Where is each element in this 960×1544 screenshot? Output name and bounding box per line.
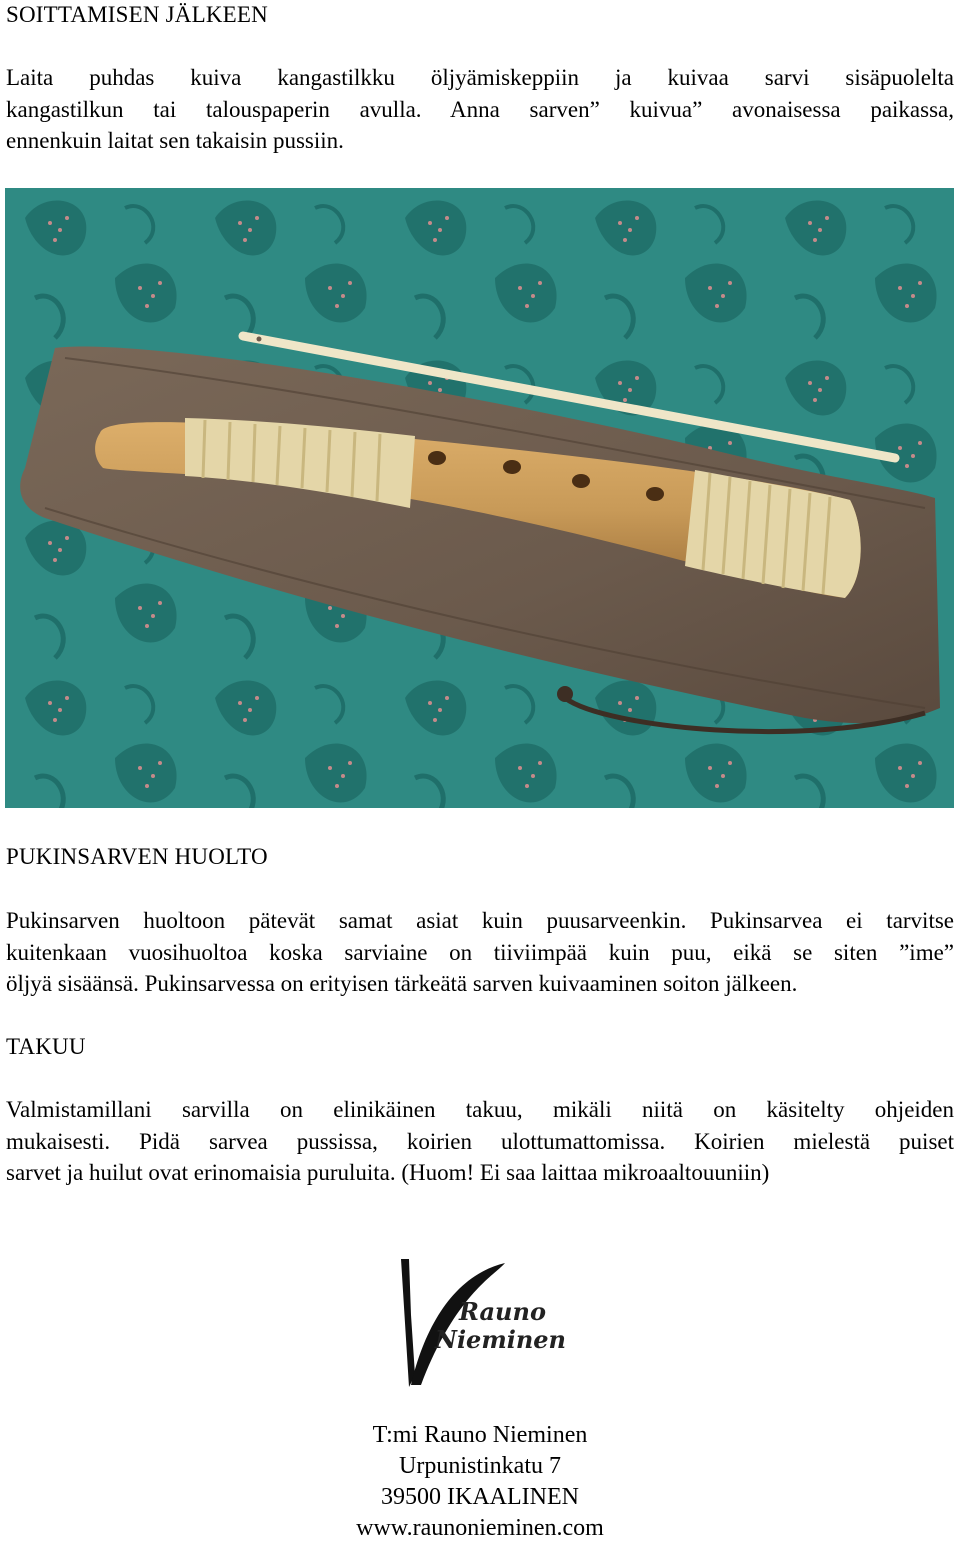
logo-last-name: Nieminen — [435, 1325, 567, 1354]
paragraph-line: öljyä sisäänsä. Pukinsarvessa on erityisen tärkeätä sarven kuivaaminen soiton jälkeen. — [6, 971, 798, 996]
website-link[interactable]: www.raunonieminen.com — [356, 1515, 604, 1541]
company-logo — [395, 1255, 585, 1390]
paragraph-line: mukaisesti. Pidä sarvea pussissa, koirien ulottumattomissa. Koirien mielestä puiset — [6, 1128, 954, 1154]
paragraph-line: Laita puhdas kuiva kangastilkku öljyämiskeppiin ja kuivaa sarvi sisäpuolelta — [6, 65, 954, 90]
paragraph-line: kangastilkun tai talouspaperin avulla. Anna sarven” kuivua” avonaisessa paikassa, — [6, 96, 954, 122]
postal-city: 39500 IKAALINEN — [381, 1484, 579, 1510]
contact-block — [0, 1420, 960, 1544]
product-photo — [5, 188, 954, 808]
logo-first-name: Rauno — [459, 1297, 546, 1326]
section-heading-after-playing: SOITTAMISEN JÄLKEEN — [6, 2, 268, 27]
paragraph-line: ennenkuin laitat sen takaisin pussiin. — [6, 128, 344, 153]
company-name: T:mi Rauno Nieminen — [372, 1422, 588, 1448]
paragraph-line: Pukinsarven huoltoon pätevät samat asiat kuin puusarveenkin. Pukinsarvea ei tarvitse — [6, 908, 954, 933]
paragraph-line: kuitenkaan vuosihuoltoa koska sarviaine on tiiviimpää kuin puu, eikä se siten ”ime” — [6, 939, 954, 965]
section-heading-warranty: TAKUU — [6, 1034, 86, 1059]
paragraph-line: Valmistamillani sarvilla on elinikäinen takuu, mikäli niitä on käsitelty ohjeiden — [6, 1097, 954, 1122]
street-address: Urpunistinkatu 7 — [399, 1453, 561, 1479]
paragraph-line: sarvet ja huilut ovat erinomaisia puruluita. (Huom! Ei saa laittaa mikroaaltouuniin) — [6, 1160, 770, 1185]
section-heading-goat-horn-care: PUKINSARVEN HUOLTO — [6, 844, 268, 869]
paragraph-warranty — [6, 1094, 954, 1189]
paragraph-after-playing — [6, 62, 954, 157]
paragraph-goat-horn-care — [6, 905, 954, 1000]
goat-horn-photo-illustration — [5, 188, 954, 808]
